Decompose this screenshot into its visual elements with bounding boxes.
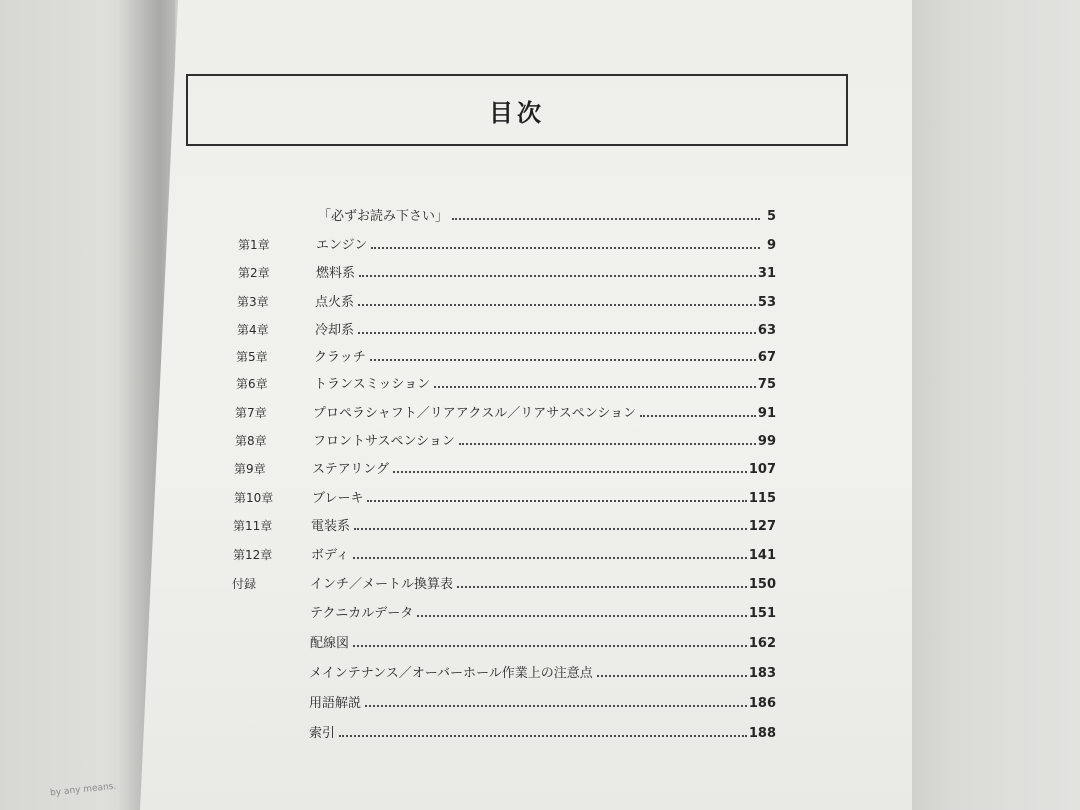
toc-entry <box>237 288 776 310</box>
toc-chapter-label: 第9章 <box>234 462 266 476</box>
toc-entry <box>238 231 776 253</box>
dot-leader <box>459 443 756 445</box>
toc-entry <box>232 570 776 592</box>
title-box <box>186 74 848 146</box>
toc-chapter-label: 第1章 <box>238 238 270 252</box>
dot-leader <box>417 615 747 617</box>
toc-page-number: 9 <box>766 238 776 253</box>
table-surface <box>908 0 1080 810</box>
toc-page-number: 63 <box>757 323 776 338</box>
page-title: 目次 <box>489 98 545 127</box>
toc-entry-title: 電装系 <box>311 519 351 534</box>
dot-leader <box>365 705 747 707</box>
toc-page-number: 151 <box>748 606 776 621</box>
toc-chapter-label: 第4章 <box>237 323 269 337</box>
toc-entry <box>232 629 776 651</box>
left-page-footer-text: by any means. <box>49 781 117 799</box>
toc-page-number: 99 <box>757 434 776 449</box>
toc-chapter-label: 第11章 <box>233 519 273 533</box>
dot-leader <box>457 586 747 588</box>
toc-page-number: 107 <box>748 462 776 477</box>
toc-page-number: 91 <box>757 406 776 421</box>
toc-entry <box>240 202 776 224</box>
toc-page-number: 162 <box>748 636 776 651</box>
dot-leader <box>393 471 747 473</box>
toc-entry-title: クラッチ <box>314 350 366 365</box>
toc-page-number: 141 <box>748 548 776 563</box>
toc-chapter-label: 付録 <box>232 577 257 591</box>
toc-chapter-label: 第2章 <box>238 266 270 280</box>
toc-entry-title: インチ／メートル換算表 <box>310 577 454 592</box>
toc-entry <box>233 512 776 534</box>
toc-chapter-label: 第7章 <box>235 406 267 420</box>
toc-entry <box>236 343 776 365</box>
toc-entry <box>234 455 776 477</box>
toc-entry <box>234 484 776 506</box>
dot-leader <box>452 218 760 220</box>
dot-leader <box>354 528 747 530</box>
dot-leader <box>367 500 746 502</box>
toc-chapter-label: 第6章 <box>236 377 268 391</box>
toc-entry-title: ステアリング <box>312 462 389 477</box>
dot-leader <box>353 557 747 559</box>
toc-entry <box>235 399 776 421</box>
toc-page-number: 31 <box>757 266 776 281</box>
toc-page-number: 150 <box>748 577 776 592</box>
toc-page-number: 115 <box>748 491 776 506</box>
toc-entry <box>231 719 776 741</box>
toc-chapter-label: 第10章 <box>234 491 274 505</box>
toc-entry-title: 冷却系 <box>315 323 355 338</box>
toc-page-number: 75 <box>757 377 776 392</box>
dot-leader <box>371 247 760 249</box>
toc-page-number: 67 <box>757 350 776 365</box>
toc-entry-title: テクニカルデータ <box>310 606 414 621</box>
toc-entry <box>237 316 776 338</box>
toc-entry-title: 燃料系 <box>316 266 356 281</box>
dot-leader <box>358 332 756 334</box>
toc-entry-title: ボディ <box>311 548 349 563</box>
toc-entry-title: 「必ずお読み下さい」 <box>318 209 449 224</box>
toc-entry-title: フロントサスペンション <box>313 434 455 449</box>
dot-leader <box>339 735 747 737</box>
dot-leader <box>640 415 756 417</box>
toc-entry-title: 点火系 <box>315 295 355 310</box>
toc-entry-title: 用語解説 <box>309 696 362 711</box>
toc-entry <box>238 259 776 281</box>
dot-leader <box>597 675 747 677</box>
toc-entry <box>236 370 776 392</box>
toc-chapter-label: 第8章 <box>235 434 267 448</box>
toc-entry <box>231 659 776 681</box>
toc-page-number: 186 <box>748 696 776 711</box>
dot-leader <box>370 359 756 361</box>
toc-chapter-label: 第3章 <box>237 295 269 309</box>
toc-entry <box>235 427 776 449</box>
toc-entry-title: トランスミッション <box>314 377 431 392</box>
toc-page-number: 183 <box>748 666 776 681</box>
dot-leader <box>434 386 756 388</box>
toc-entry-title: メインテナンス／オーバーホール作業上の注意点 <box>309 666 593 681</box>
toc-entry-title: ブレーキ <box>312 491 364 506</box>
toc-entry <box>231 689 776 711</box>
dot-leader <box>358 304 756 306</box>
toc-page-number: 127 <box>748 519 776 534</box>
toc-entry-title: 配線図 <box>310 636 350 651</box>
toc-chapter-label: 第5章 <box>236 350 268 364</box>
toc-page-number: 53 <box>757 295 776 310</box>
toc-entry-title: プロペラシャフト／リアアクスル／リアサスペンション <box>313 406 637 421</box>
toc-page-number: 5 <box>766 209 776 224</box>
toc-page-number: 188 <box>748 726 776 741</box>
toc-entry <box>233 541 776 563</box>
toc-entry <box>232 599 776 621</box>
dot-leader <box>353 645 747 647</box>
dot-leader <box>359 275 756 277</box>
toc-entry-title: エンジン <box>316 238 368 253</box>
toc-entry-title: 索引 <box>309 726 336 741</box>
toc-chapter-label: 第12章 <box>233 548 273 562</box>
